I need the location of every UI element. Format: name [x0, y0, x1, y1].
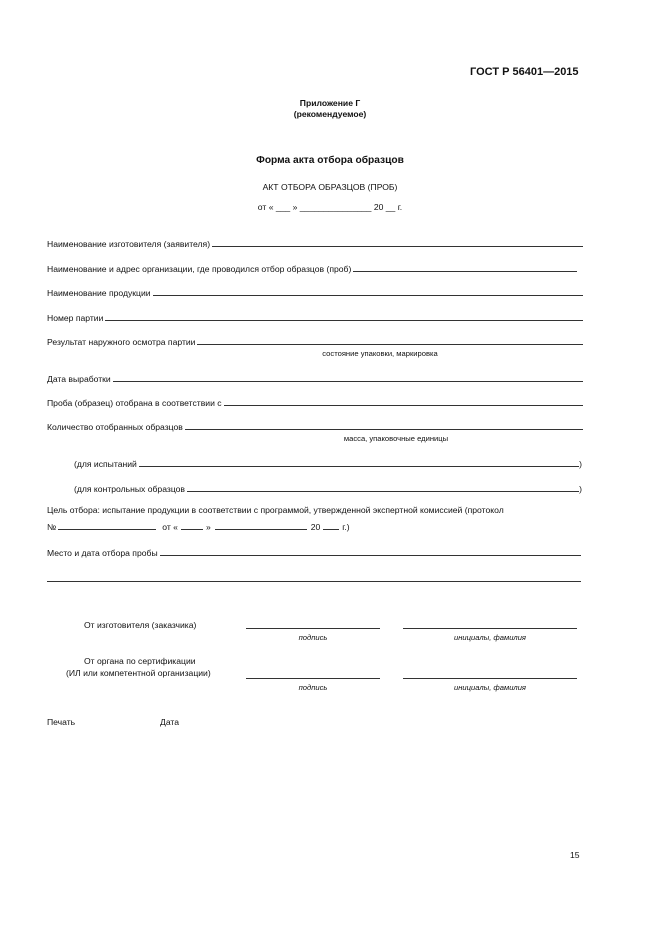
field-quantity-line[interactable]	[185, 421, 583, 430]
field-for-tests-line[interactable]	[139, 458, 579, 467]
field-product	[47, 287, 583, 298]
cert-signature-hint: подпись	[298, 683, 328, 692]
manufacturer-signature-line[interactable]	[246, 628, 380, 629]
field-for-control	[74, 483, 582, 494]
date-label: Дата	[160, 717, 180, 727]
field-manufacturer-label: Наименование изготовителя (заявителя)	[47, 239, 211, 249]
field-for-control-close: )	[579, 484, 582, 494]
field-production-date-line[interactable]	[113, 373, 583, 382]
cert-sign-label-2: (ИЛ или компетентной организации)	[66, 668, 211, 678]
field-inspection-line[interactable]	[197, 336, 583, 345]
purpose-text: Цель отбора: испытание продукции в соответствии с программой, утвержденной экспертной комиссией (протокол	[47, 505, 504, 515]
field-for-control-line[interactable]	[187, 483, 579, 492]
field-batch	[47, 312, 583, 323]
field-organization-line[interactable]	[353, 263, 577, 272]
page-number: 15	[570, 850, 580, 860]
field-place-date	[47, 547, 581, 558]
field-batch-line[interactable]	[105, 312, 583, 321]
protocol-month-line[interactable]	[215, 521, 307, 530]
field-batch-label: Номер партии	[47, 313, 104, 323]
field-for-tests-close: )	[579, 459, 582, 469]
field-manufacturer	[47, 238, 583, 249]
extra-blank-line[interactable]	[47, 581, 581, 582]
field-product-label: Наименование продукции	[47, 288, 151, 298]
form-title: Форма акта отбора образцов	[256, 155, 404, 166]
manufacturer-signature-hint: подпись	[298, 633, 328, 642]
field-quantity	[47, 421, 583, 432]
cert-sign-label-1: От органа по сертификации	[84, 656, 196, 666]
field-for-tests	[74, 458, 582, 469]
field-inspection-label: Результат наружного осмотра партии	[47, 337, 196, 347]
cert-name-hint: инициалы, фамилия	[454, 683, 526, 692]
field-for-tests-label: (для испытаний	[74, 459, 137, 469]
field-sample-basis-label: Проба (образец) отобрана в соответствии с	[47, 398, 222, 408]
protocol-year-line[interactable]	[323, 521, 339, 530]
field-organization	[47, 263, 577, 274]
standard-number: ГОСТ Р 56401—2015	[470, 66, 579, 78]
appendix-title: Приложение Г	[299, 98, 361, 108]
cert-signature-line[interactable]	[246, 678, 380, 679]
protocol-day-line[interactable]	[181, 521, 203, 530]
manufacturer-name-hint: инициалы, фамилия	[454, 633, 526, 642]
purpose-protocol	[47, 521, 367, 532]
field-production-date	[47, 373, 583, 384]
purpose-quote-close: »	[205, 522, 211, 532]
protocol-number-line[interactable]	[58, 521, 156, 530]
purpose-year-label: 20	[310, 522, 321, 532]
field-for-control-label: (для контрольных образцов	[74, 484, 185, 494]
field-organization-label: Наименование и адрес организации, где проводился отбор образцов (проб)	[47, 264, 352, 274]
field-place-date-label: Место и дата отбора пробы	[47, 548, 158, 558]
manufacturer-name-line[interactable]	[403, 628, 577, 629]
purpose-end-label: г.)	[342, 522, 350, 532]
cert-name-line[interactable]	[403, 678, 577, 679]
appendix-note: (рекомендуемое)	[293, 109, 367, 119]
purpose-no-label: №	[47, 522, 57, 532]
act-title: АКТ ОТБОРА ОБРАЗЦОВ (ПРОБ)	[262, 182, 398, 192]
field-manufacturer-line[interactable]	[212, 238, 583, 247]
field-place-date-line[interactable]	[160, 547, 581, 556]
inspection-hint: состояние упаковки, маркировка	[322, 349, 438, 358]
purpose-from-label: от «	[162, 522, 178, 532]
field-quantity-label: Количество отобранных образцов	[47, 422, 183, 432]
stamp-label: Печать	[47, 717, 76, 727]
field-sample-basis	[47, 397, 583, 408]
field-inspection	[47, 336, 583, 347]
field-sample-basis-line[interactable]	[224, 397, 583, 406]
quantity-hint: масса, упаковочные единицы	[343, 434, 449, 443]
field-product-line[interactable]	[153, 287, 583, 296]
manufacturer-sign-label: От изготовителя (заказчика)	[84, 620, 197, 630]
field-production-date-label: Дата выработки	[47, 374, 111, 384]
act-date-line: от « ___ » _______________ 20 __ г.	[257, 202, 403, 212]
